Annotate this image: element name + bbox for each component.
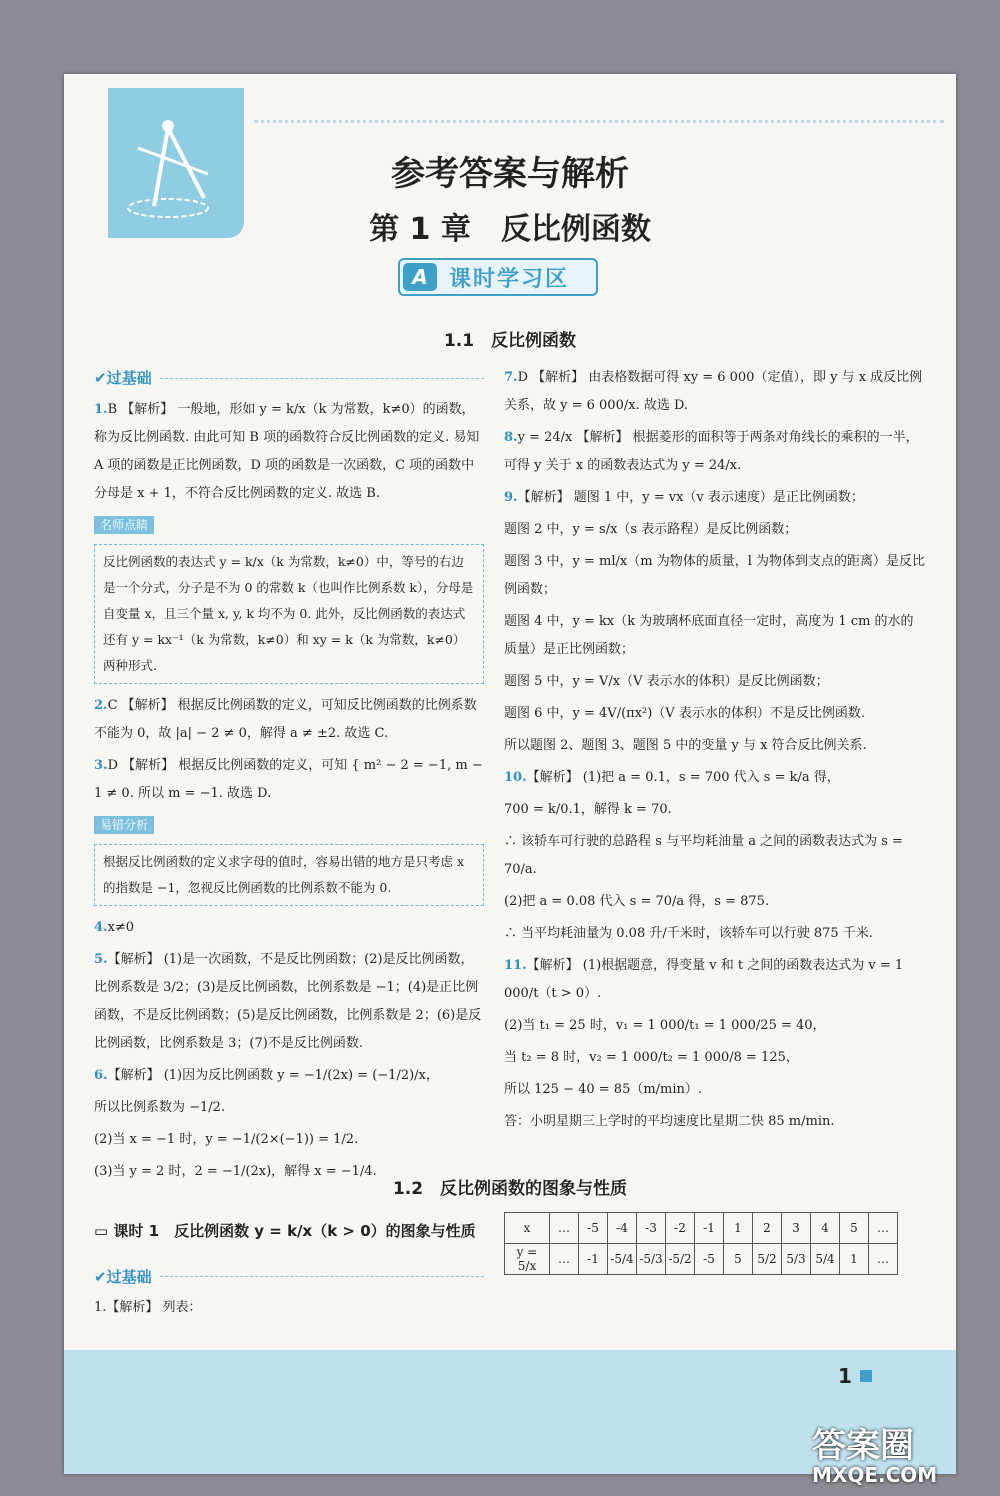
header-dotted-line	[254, 120, 944, 123]
answer-text: C 【解析】 根据反比例函数的定义，可知反比例函数的比例系数不能为 0，故 |a| − 2 ≠ 0，解得 a ≠ ±2. 故选 C.	[94, 698, 477, 741]
answer-item	[94, 692, 484, 748]
answer-text: 【解析】 (1)是一次函数，不是反比例函数；(2)是反比例函数，比例系数是 3/2；(3)是反比例函数，比例系数是 −1；(4)是正比例函数，不是反比例函数；(5)是反比例函数，比例系数是 2；(6)是反比例函数，比例系数是 3；(7)不是反比例函数.	[94, 952, 482, 1051]
answer-page	[64, 74, 956, 1474]
answer-item	[504, 516, 926, 544]
question-1-listing: 1.【解析】 列表：	[94, 1300, 202, 1315]
answer-text: 答：小明星期三上学时的平均速度比星期二快 85 m/min.	[504, 1114, 835, 1129]
box-label: 名师点睛	[94, 516, 154, 534]
answer-number: 2.	[94, 698, 108, 713]
answer-item	[94, 1062, 484, 1090]
page-marker-square	[860, 1370, 872, 1382]
answer-text: 【解析】 (1)根据题意，得变量 v 和 t 之间的函数表达式为 v = 1 000/t（t > 0）.	[504, 958, 904, 1001]
value-cell: 5/4	[811, 1244, 840, 1275]
answer-text: 题图 5 中，y = V/x（V 表示水的体积）是反比例函数；	[504, 674, 829, 689]
answer-text: 题图 3 中，y = ml/x（m 为物体的质量，l 为物体到支点的距离）是反比例函数；	[504, 554, 925, 597]
answer-number: 11.	[504, 958, 527, 973]
value-cell: …	[550, 1213, 579, 1244]
answer-text: 当 t₂ = 8 时，v₂ = 1 000/t₂ = 1 000/8 = 125，	[504, 1050, 799, 1065]
value-cell: 5	[840, 1213, 869, 1244]
value-cell: -4	[608, 1213, 637, 1244]
document-title: 参考答案与解析	[391, 154, 629, 194]
value-cell: -1	[695, 1213, 724, 1244]
box-label: 易错分析	[94, 816, 154, 834]
answer-text: B 【解析】 一般地，形如 y = k/x（k 为常数，k≠0）的函数，称为反比例函数. 由此可知 B 项的函数符合反比例函数的定义. 易知 A 项的函数是正比例函数，D 项的函数是一次函数，C 项的函数中分母是 x + 1，不符合反比例函数的定义. 故选 B.	[94, 402, 480, 501]
answer-text: y = 24/x 【解析】 根据菱形的面积等于两条对角线长的乘积的一半，可得 y 关于 x 的函数表达式为 y = 24/x.	[504, 430, 919, 473]
value-cell: -2	[666, 1213, 695, 1244]
answer-text: ∴ 该轿车可行驶的总路程 s 与平均耗油量 a 之间的函数表达式为 s = 70/a.	[504, 834, 903, 877]
section-title-1-2: 1.2 反比例函数的图象与性质	[392, 1179, 628, 1199]
zone-banner	[398, 258, 598, 296]
section-title-1-1: 1.1 反比例函数	[443, 331, 577, 351]
value-cell: 4	[811, 1213, 840, 1244]
value-cell: 5/3	[782, 1244, 811, 1275]
answer-item	[504, 732, 926, 760]
answer-text: 所以 125 − 40 = 85（m/min）.	[504, 1082, 703, 1097]
answer-item	[504, 424, 926, 480]
value-cell: 2	[753, 1213, 782, 1244]
answer-item	[94, 396, 484, 508]
answer-item	[504, 1012, 926, 1040]
answer-text: x≠0	[107, 920, 135, 935]
answer-text: (2)当 x = −1 时，y = −1/(2×(−1)) = 1/2.	[94, 1132, 359, 1147]
left-column	[94, 364, 484, 1190]
answer-text: 【解析】 题图 1 中，y = vx（v 表示速度）是正比例函数；	[517, 490, 864, 505]
answer-number: 1.	[94, 402, 108, 417]
answer-text: D 【解析】 根据反比例函数的定义，可知 { m² − 2 = −1, m − 1 ≠ 0. 所以 m = −1. 故选 D.	[94, 758, 483, 801]
answer-item	[504, 608, 926, 664]
answer-item	[94, 946, 484, 1058]
page-number: 1	[838, 1364, 852, 1388]
answer-number: 9.	[504, 490, 518, 505]
answer-item	[504, 920, 926, 948]
value-table-row-y	[505, 1244, 898, 1275]
answer-text: 所以比例系数为 −1/2.	[94, 1100, 226, 1115]
basic-heading-2: ✔ 过基础	[94, 1266, 484, 1287]
value-cell: -5/4	[608, 1244, 637, 1275]
lesson-title: ▭ 课时 1 反比例函数 y = k/x（k > 0）的图象与性质	[94, 1222, 476, 1240]
value-cell: …	[869, 1213, 898, 1244]
answer-item	[94, 1094, 484, 1122]
value-cell: …	[550, 1244, 579, 1275]
zone-label: 课时学习区	[449, 266, 570, 292]
watermark-logo: 答案圈 MXQE.COM	[812, 1426, 938, 1487]
answer-item	[94, 752, 484, 808]
value-cell: …	[869, 1244, 898, 1275]
answer-number: 8.	[504, 430, 518, 445]
value-table-row-x	[505, 1213, 898, 1244]
left-answers	[94, 396, 484, 1186]
answer-text: (3)当 y = 2 时，2 = −1/(2x)，解得 x = −1/4.	[94, 1164, 377, 1179]
answer-number: 10.	[504, 770, 527, 785]
value-cell: -1	[579, 1244, 608, 1275]
answer-item	[94, 914, 484, 942]
answer-item	[504, 764, 926, 792]
answer-number: 6.	[94, 1068, 108, 1083]
value-cell: -3	[637, 1213, 666, 1244]
answer-item	[504, 828, 926, 884]
value-cell: 1	[840, 1244, 869, 1275]
right-answers	[504, 364, 926, 1136]
answer-item	[504, 700, 926, 728]
value-cell: -5/3	[637, 1244, 666, 1275]
value-cell: 3	[782, 1213, 811, 1244]
answer-text: D 【解析】 由表格数据可得 xy = 6 000（定值），即 y 与 x 成反比例关系，故 y = 6 000/x. 故选 D.	[504, 370, 923, 413]
basic-heading: ✔ 过基础	[94, 364, 484, 392]
answer-item	[504, 364, 926, 420]
value-cell: -5/2	[666, 1244, 695, 1275]
answer-item	[504, 796, 926, 824]
value-cell: 1	[724, 1213, 753, 1244]
answer-number: 4.	[94, 920, 108, 935]
answer-text: 题图 4 中，y = kx（k 为玻璃杯底面直径一定时，高度为 1 cm 的水的质量）是正比例函数；	[504, 614, 914, 657]
value-cell: -5	[695, 1244, 724, 1275]
answer-text: 所以题图 2、题图 3、题图 5 中的变量 y 与 x 符合反比例关系.	[504, 738, 867, 753]
answer-text: 【解析】 (1)因为反比例函数 y = −1/(2x) = (−1/2)/x，	[107, 1068, 439, 1083]
answer-item	[504, 952, 926, 1008]
folder-icon: ▭	[94, 1222, 114, 1240]
check-icon: ✔	[94, 1267, 107, 1286]
tip-box: 根据反比例函数的定义求字母的值时，容易出错的地方是只考虑 x 的指数是 −1，忽视反比例函数的比例系数不能为 0.	[94, 844, 484, 906]
answer-item	[504, 1076, 926, 1104]
answer-item	[504, 548, 926, 604]
answer-number: 7.	[504, 370, 518, 385]
answer-item	[504, 1044, 926, 1072]
value-cell: y = 5/x	[505, 1244, 550, 1275]
answer-text: 700 = k/0.1，解得 k = 70.	[504, 802, 672, 817]
answer-item	[504, 1108, 926, 1136]
answer-text: (2)把 a = 0.08 代入 s = 70/a 得，s = 875.	[504, 894, 770, 909]
answer-number: 5.	[94, 952, 108, 967]
answer-text: (2)当 t₁ = 25 时，v₁ = 1 000/t₁ = 1 000/25 = 40，	[504, 1018, 826, 1033]
answer-number: 3.	[94, 758, 108, 773]
value-cell: 5	[724, 1244, 753, 1275]
answer-text: 题图 2 中，y = s/x（s 表示路程）是反比例函数；	[504, 522, 798, 537]
answer-text: 题图 6 中，y = 4V/(πx²)（V 表示水的体积）不是反比例函数.	[504, 706, 865, 721]
answer-item	[504, 668, 926, 696]
answer-item	[504, 888, 926, 916]
value-table	[504, 1212, 898, 1275]
answer-item	[94, 1126, 484, 1154]
right-column	[504, 364, 926, 1140]
tip-box: 反比例函数的表达式 y = k/x（k 为常数，k≠0）中，等号的右边是一个分式，分子是不为 0 的常数 k（也叫作比例系数 k），分母是自变量 x，且三个量 x, y, k 均不为 0. 此外，反比例函数的表达式还有 y = kx⁻¹（k 为常数，k≠0）和 xy = k（k 为常数，k≠0）两种形式.	[94, 544, 484, 684]
value-cell: -5	[579, 1213, 608, 1244]
answer-text: ∴ 当平均耗油量为 0.08 升/千米时，该轿车可以行驶 875 千米.	[504, 926, 873, 941]
answer-text: 【解析】 (1)把 a = 0.1，s = 700 代入 s = k/a 得，	[526, 770, 840, 785]
check-icon: ✔	[94, 369, 107, 387]
zone-badge: A	[403, 263, 437, 291]
chapter-title: 第 1 章 反比例函数	[369, 212, 651, 247]
value-cell: 5/2	[753, 1244, 782, 1275]
answer-item	[504, 484, 926, 512]
value-cell: x	[505, 1213, 550, 1244]
